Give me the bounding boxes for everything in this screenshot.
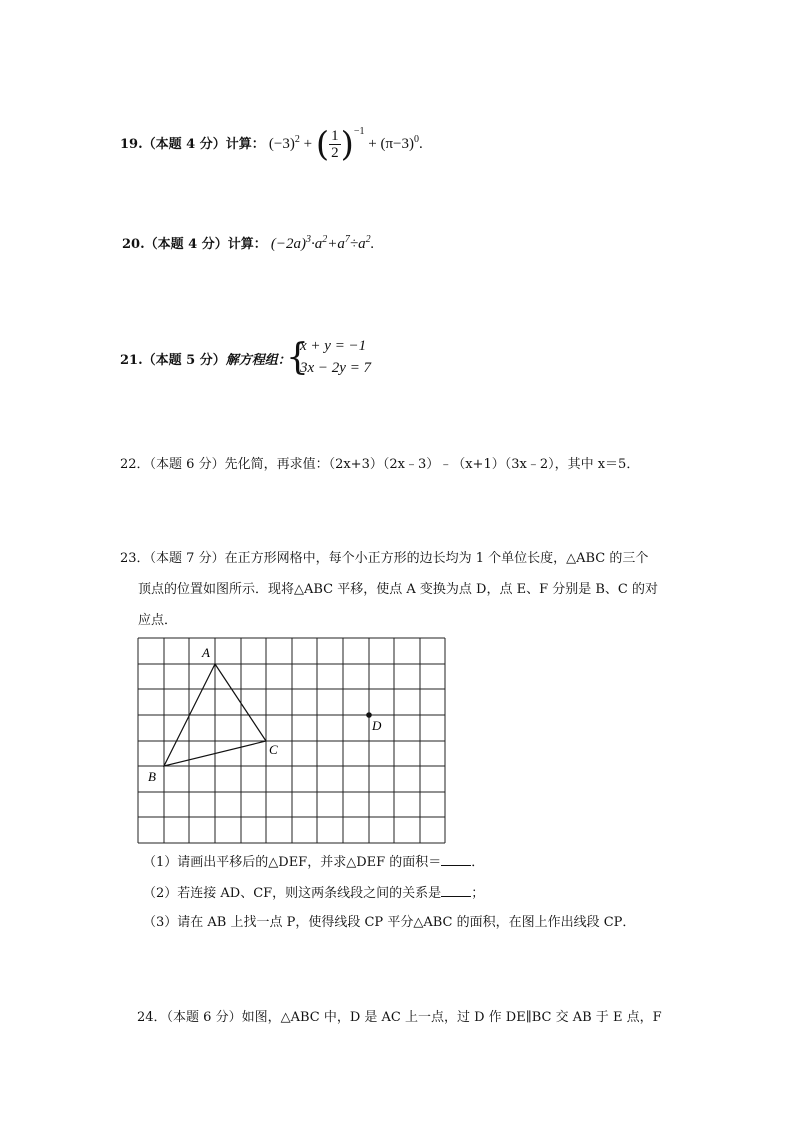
label-d: D (372, 718, 382, 733)
q20-term-1: (−2a) (270, 236, 307, 252)
q19-fraction-exponent: −1 (353, 126, 365, 137)
q19-fraction-numerator: 1 (331, 128, 339, 145)
q20-term-3: +a (327, 236, 345, 252)
q19-plus-1: + (303, 136, 313, 152)
question-22: 22．（本题 6 分）先化简，再求值：（2x+3）（2x﹣3）﹣（x+1）（3x﹣2），其中 x＝5． (120, 457, 640, 472)
q20-term-4: ÷a (349, 236, 366, 252)
q19-term-c: (π−3) (380, 136, 414, 152)
q19-plus-2: + (368, 136, 377, 152)
q19-term-a-exponent: 2 (294, 134, 300, 145)
grid-figure (134, 634, 454, 846)
q20-score: （本题 4 分） (144, 237, 228, 252)
q23-line-2: 顶点的位置如图所示．现将△ABC 平移，使点 A 变换为点 D，点 E、F 分别是 B、C 的对 (138, 582, 659, 597)
q23-sub-2 (143, 882, 484, 904)
q19-score: （本题 4 分） (142, 137, 226, 152)
q21-brace: { (286, 337, 309, 378)
q19-end: . (418, 136, 423, 152)
q19-term-a: (−3) (268, 136, 295, 152)
q21-label: 解方程组： (225, 352, 291, 367)
q23-sub-2-text: （2）若连接 AD、CF，则这两条线段之间的关系是 (143, 886, 442, 901)
q19-expression (268, 124, 423, 165)
label-b: B (148, 769, 156, 784)
point-d (366, 712, 372, 718)
q20-label: 计算： (227, 237, 267, 252)
q21-equation-1: x + y = −1 (300, 338, 367, 354)
q21-score: （本题 5 分） (142, 353, 226, 368)
q19-right-paren: ) (340, 124, 354, 165)
q20-term-3-exponent: 7 (344, 234, 350, 245)
q21-number: 21. (120, 353, 143, 368)
q23-sub-3: （3）请在 AB 上找一点 P，使得线段 CP 平分△ABC 的面积，在图上作出线段 CP． (143, 915, 636, 930)
q19-label: 计算： (225, 137, 265, 152)
q20-term-4-exponent: 2 (365, 234, 371, 245)
question-21 (120, 350, 291, 371)
q21-equation-2: 3x − 2y = 7 (300, 360, 372, 376)
q23-line-3: 应点． (138, 613, 178, 628)
label-c: C (269, 742, 278, 757)
q19-term-c-exponent: 0 (413, 134, 419, 145)
q20-term-1-exponent: 3 (306, 234, 312, 245)
q23-sub-2-blank (441, 882, 471, 897)
grid-lines (138, 638, 445, 843)
q20-term-2-exponent: 2 (322, 234, 328, 245)
q20-number: 20. (122, 237, 145, 252)
q23-sub-1-blank (441, 851, 471, 866)
q23-sub-1-text: （1）请画出平移后的△DEF，并求△DEF 的面积＝ (143, 855, 442, 870)
q19-number: 19. (120, 137, 143, 152)
q20-term-2: ·a (311, 236, 323, 252)
q23-sub-2-end: ； (471, 886, 485, 901)
question-19 (120, 112, 423, 165)
q23-sub-1 (143, 851, 484, 873)
q20-expression (271, 236, 374, 252)
question-20 (122, 230, 374, 255)
label-a: A (202, 645, 210, 660)
question-24: 24．（本题 6 分）如图，△ABC 中，D 是 AC 上一点，过 D 作 DE∥BC 交 AB 于 E 点，F (137, 1010, 662, 1025)
q19-fraction (329, 128, 341, 161)
q20-end: . (370, 236, 375, 252)
q23-line-1: 23．（本题 7 分）在正方形网格中，每个小正方形的边长均为 1 个单位长度，△ABC 的三个 (120, 551, 649, 566)
q23-sub-1-end: ． (471, 855, 485, 870)
q19-fraction-denominator: 2 (331, 145, 339, 162)
q19-left-paren: ( (315, 124, 330, 165)
